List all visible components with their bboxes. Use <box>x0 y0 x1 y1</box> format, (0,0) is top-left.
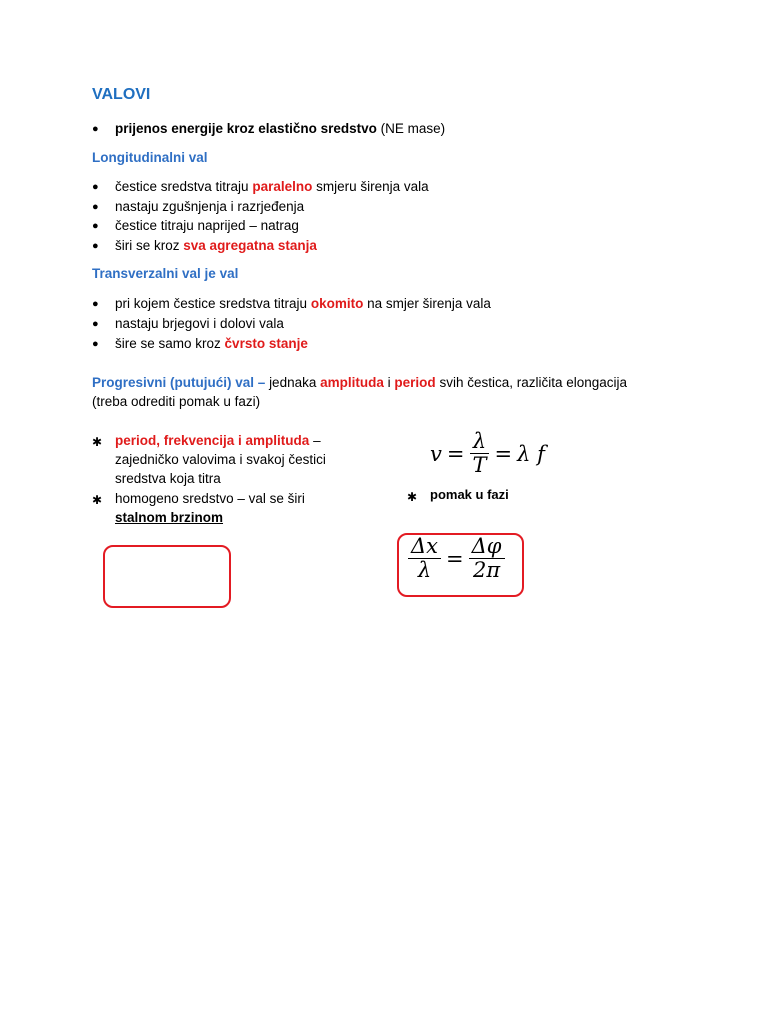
intro-line <box>115 120 445 138</box>
list-item-text: pri kojem čestice sredstva titraju <box>115 296 308 311</box>
intro-rest: (NE mase) <box>380 121 446 136</box>
star-icon: ✱ <box>92 493 103 507</box>
progressive-line-2: (treba odrediti pomak u fazi) <box>92 394 261 409</box>
list-item <box>115 335 308 353</box>
bullet-icon: ● <box>92 298 99 310</box>
bullet-icon: ● <box>92 338 99 350</box>
list-item <box>115 315 284 333</box>
bullet-icon: ● <box>92 123 99 135</box>
empty-formula-box <box>103 545 231 608</box>
list-item <box>115 237 317 255</box>
bullet-icon: ● <box>92 318 99 330</box>
list-item <box>115 198 304 216</box>
velocity-formula <box>430 430 545 477</box>
formula1-equals: = <box>446 441 465 466</box>
progressive-heading: Progresivni (putujući) val – <box>92 375 266 390</box>
star1-line3: sredstva koja titra <box>115 471 221 486</box>
formula2-numerator-2: Δφ <box>469 535 505 559</box>
star-icon: ✱ <box>92 435 103 449</box>
transversal-heading: Transverzalni val je val <box>92 266 239 281</box>
star1-dash: – <box>313 433 321 448</box>
page-title: VALOVI <box>92 86 151 103</box>
list-item-highlight: paralelno <box>252 179 313 194</box>
list-item-text: šire se samo kroz <box>115 336 221 351</box>
list-item-text: smjeru širenja vala <box>316 179 429 194</box>
longitudinal-heading: Longitudinalni val <box>92 150 208 165</box>
progressive-text-1: jednaka <box>269 375 317 390</box>
formula2-denominator-1: λ <box>417 558 432 583</box>
list-item-text: širi se kroz <box>115 237 180 253</box>
formula1-rhs: λ f <box>517 441 545 466</box>
formula2-fraction-2 <box>469 535 505 582</box>
star1-line1 <box>115 432 321 450</box>
list-item <box>115 295 491 313</box>
formula2-numerator-1: Δx <box>408 535 441 559</box>
list-item-highlight: okomito <box>310 296 364 311</box>
intro-bold: prijenos energije kroz elastično sredstvo <box>115 121 377 136</box>
phase-formula <box>408 535 505 582</box>
bullet-icon: ● <box>92 200 99 213</box>
star-icon: ✱ <box>407 490 418 504</box>
list-item-highlight: sva agregatna stanja <box>183 237 317 253</box>
star2-line1: homogeno sredstvo – val se širi <box>115 491 305 506</box>
list-item-text: čestice sredstva titraju <box>115 179 249 194</box>
formula1-fraction <box>469 430 489 477</box>
list-item-text: čestice titraju naprijed – natrag <box>115 218 299 233</box>
formula2-denominator-2: 2π <box>472 558 501 583</box>
formula2-fraction-1 <box>408 535 441 582</box>
list-item-highlight: čvrsto stanje <box>224 336 308 351</box>
progressive-highlight-period: period <box>394 375 436 390</box>
list-item <box>115 178 429 196</box>
bullet-icon: ● <box>92 239 99 252</box>
star1-highlight: period, frekvencija i amplituda <box>115 433 310 448</box>
formula2-equals: = <box>446 546 464 571</box>
formula1-v: v <box>430 441 442 466</box>
list-item-text: na smjer širenja vala <box>367 296 491 311</box>
progressive-highlight-amplitude: amplituda <box>320 375 384 390</box>
formula1-denominator: T <box>472 453 487 478</box>
formula1-numerator: λ <box>470 430 489 454</box>
progressive-line <box>92 374 627 392</box>
list-item-text: nastaju zgušnjenja i razrjeđenja <box>115 198 305 214</box>
list-item-text: nastaju brjegovi i dolovi vala <box>115 316 284 331</box>
star2-line2: stalnom brzinom <box>115 510 224 525</box>
formula1-equals-2: = <box>494 441 513 466</box>
progressive-text-2: i <box>387 375 391 390</box>
progressive-text-3: svih čestica, različita elongacija <box>439 375 628 390</box>
bullet-icon: ● <box>92 181 99 193</box>
star3-label: pomak u fazi <box>430 487 509 502</box>
star1-line2: zajedničko valovima i svakoj čestici <box>115 452 326 467</box>
bullet-icon: ● <box>92 220 99 232</box>
list-item <box>115 217 299 235</box>
